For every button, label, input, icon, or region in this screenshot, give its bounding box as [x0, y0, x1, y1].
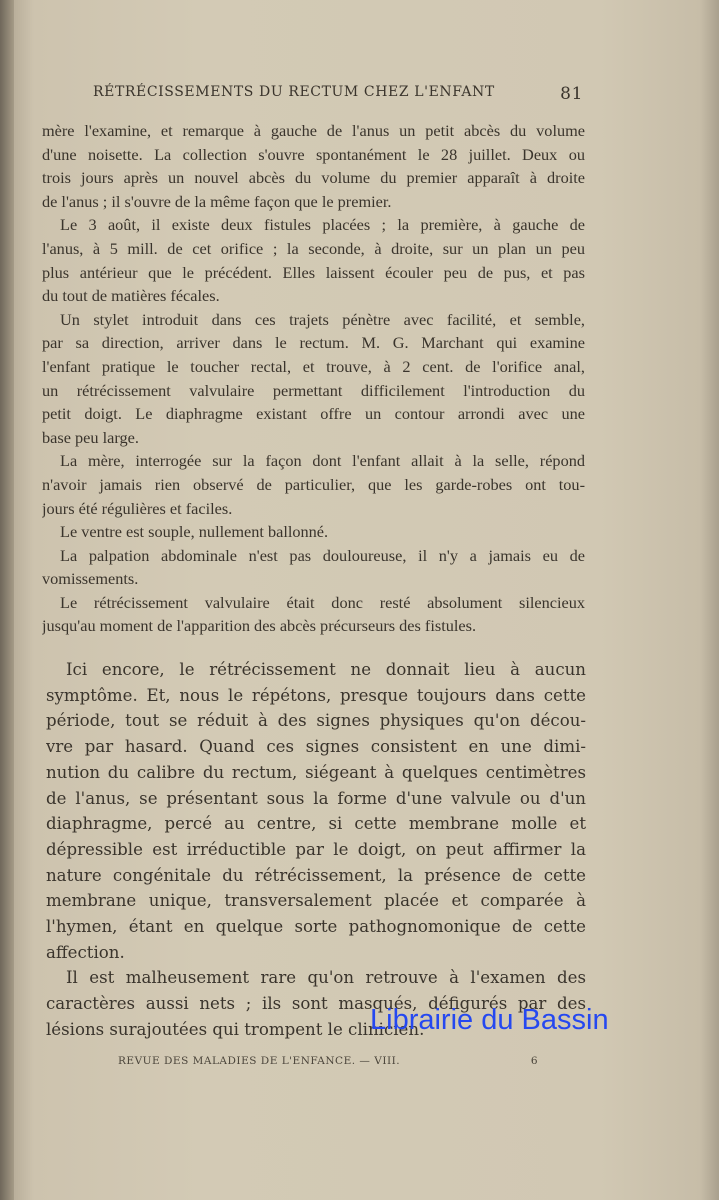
text-line: affection. [46, 942, 125, 962]
text-line: un rétrécissement valvulaire permettant difficilement l'introduction du [42, 380, 585, 400]
text-line: lésions surajoutées qui trompent le clinicien. [46, 1019, 425, 1039]
page-number: 81 [560, 84, 583, 104]
text-line: vre par hasard. Quand ces signes consistent en une dimi- [46, 737, 586, 757]
text-line: nution du calibre du rectum, siégeant à quelques centimètres [46, 762, 586, 782]
text-line: base peu large. [42, 427, 139, 447]
text-line: de l'anus ; il s'ouvre de la même façon que le premier. [42, 191, 392, 211]
seller-watermark: Librairie du Bassin [370, 1004, 609, 1036]
running-header [93, 84, 583, 104]
text-line: Le ventre est souple, nullement ballonné. [60, 522, 329, 542]
text-line: du tout de matières fécales. [42, 286, 220, 306]
text-line: petit doigt. Le diaphragme existant offre un contour arrondi avec une [42, 404, 585, 424]
text-line: nature congénitale du rétrécissement, la présence de cette [46, 865, 586, 885]
text-line: Le rétrécissement valvulaire était donc resté absolument silencieux [60, 592, 585, 612]
text-line: La palpation abdominale n'est pas douloureuse, il n'y a jamais eu de [60, 545, 585, 565]
text-line: l'enfant pratique le toucher rectal, et trouve, à 2 cent. de l'orifice anal, [42, 356, 585, 376]
running-title: RÉTRÉCISSEMENTS DU RECTUM CHEZ L'ENFANT [93, 84, 495, 100]
signature-mark: 6 [530, 1055, 538, 1067]
text-line: dépressible est irréductible par le doigt, on peut affirmer la [46, 839, 586, 859]
text-line: La mère, interrogée sur la façon dont l'enfant allait à la selle, répond [60, 451, 585, 471]
text-line: caractères aussi nets ; ils sont masqués, défigurés par des [46, 994, 586, 1014]
text-line: mère l'examine, et remarque à gauche de l'anus un petit abcès du volume [42, 121, 585, 140]
text-line: diaphragme, percé au centre, si cette membrane molle et [46, 814, 586, 834]
text-line: Un stylet introduit dans ces trajets pénètre avec facilité, et semble, [60, 309, 585, 329]
text-line: jusqu'au moment de l'apparition des abcès précurseurs des fistules. [42, 616, 477, 636]
text-line: par sa direction, arriver dans le rectum. M. G. Marchant qui examine [42, 333, 585, 353]
page-footer [118, 1055, 538, 1067]
text-line: d'une noisette. La collection s'ouvre spontanément le 28 juillet. Deux ou [42, 144, 585, 164]
book-binding-edge [0, 0, 14, 1200]
text-line: vomissements. [42, 569, 139, 589]
text-line: l'anus, à 5 mill. de cet orifice ; la seconde, à droite, sur un plan un peu [42, 238, 585, 258]
text-line: Il est malheusement rare qu'on retrouve à l'examen des [66, 968, 586, 988]
text-line: période, tout se réduit à des signes physiques qu'on décou- [46, 711, 586, 731]
case-report-text [42, 119, 585, 638]
text-line: Le 3 août, il existe deux fistules placées ; la première, à gauche de [60, 215, 585, 235]
journal-footer: REVUE DES MALADIES DE L'ENFANCE. — VIII. [118, 1055, 401, 1067]
text-line: membrane unique, transversalement placée et comparée à [46, 891, 586, 911]
text-line: n'avoir jamais rien observé de particulier, que les garde-robes ont tou- [42, 474, 585, 494]
text-line: plus antérieur que le précédent. Elles laissent écouler peu de pus, et pas [42, 262, 585, 282]
text-line: symptôme. Et, nous le répétons, presque toujours dans cette [46, 685, 586, 705]
text-line: Ici encore, le rétrécissement ne donnait lieu à aucun [66, 660, 586, 679]
text-line: trois jours après un nouvel abcès du volume du premier apparaît à droite [42, 168, 585, 188]
text-line: l'hymen, étant en quelque sorte pathognomonique de cette [46, 917, 586, 937]
text-line: de l'anus, se présentant sous la forme d'une valvule ou d'un [46, 788, 586, 808]
discussion-text [46, 657, 586, 1043]
text-line: jours été régulières et faciles. [42, 498, 233, 518]
